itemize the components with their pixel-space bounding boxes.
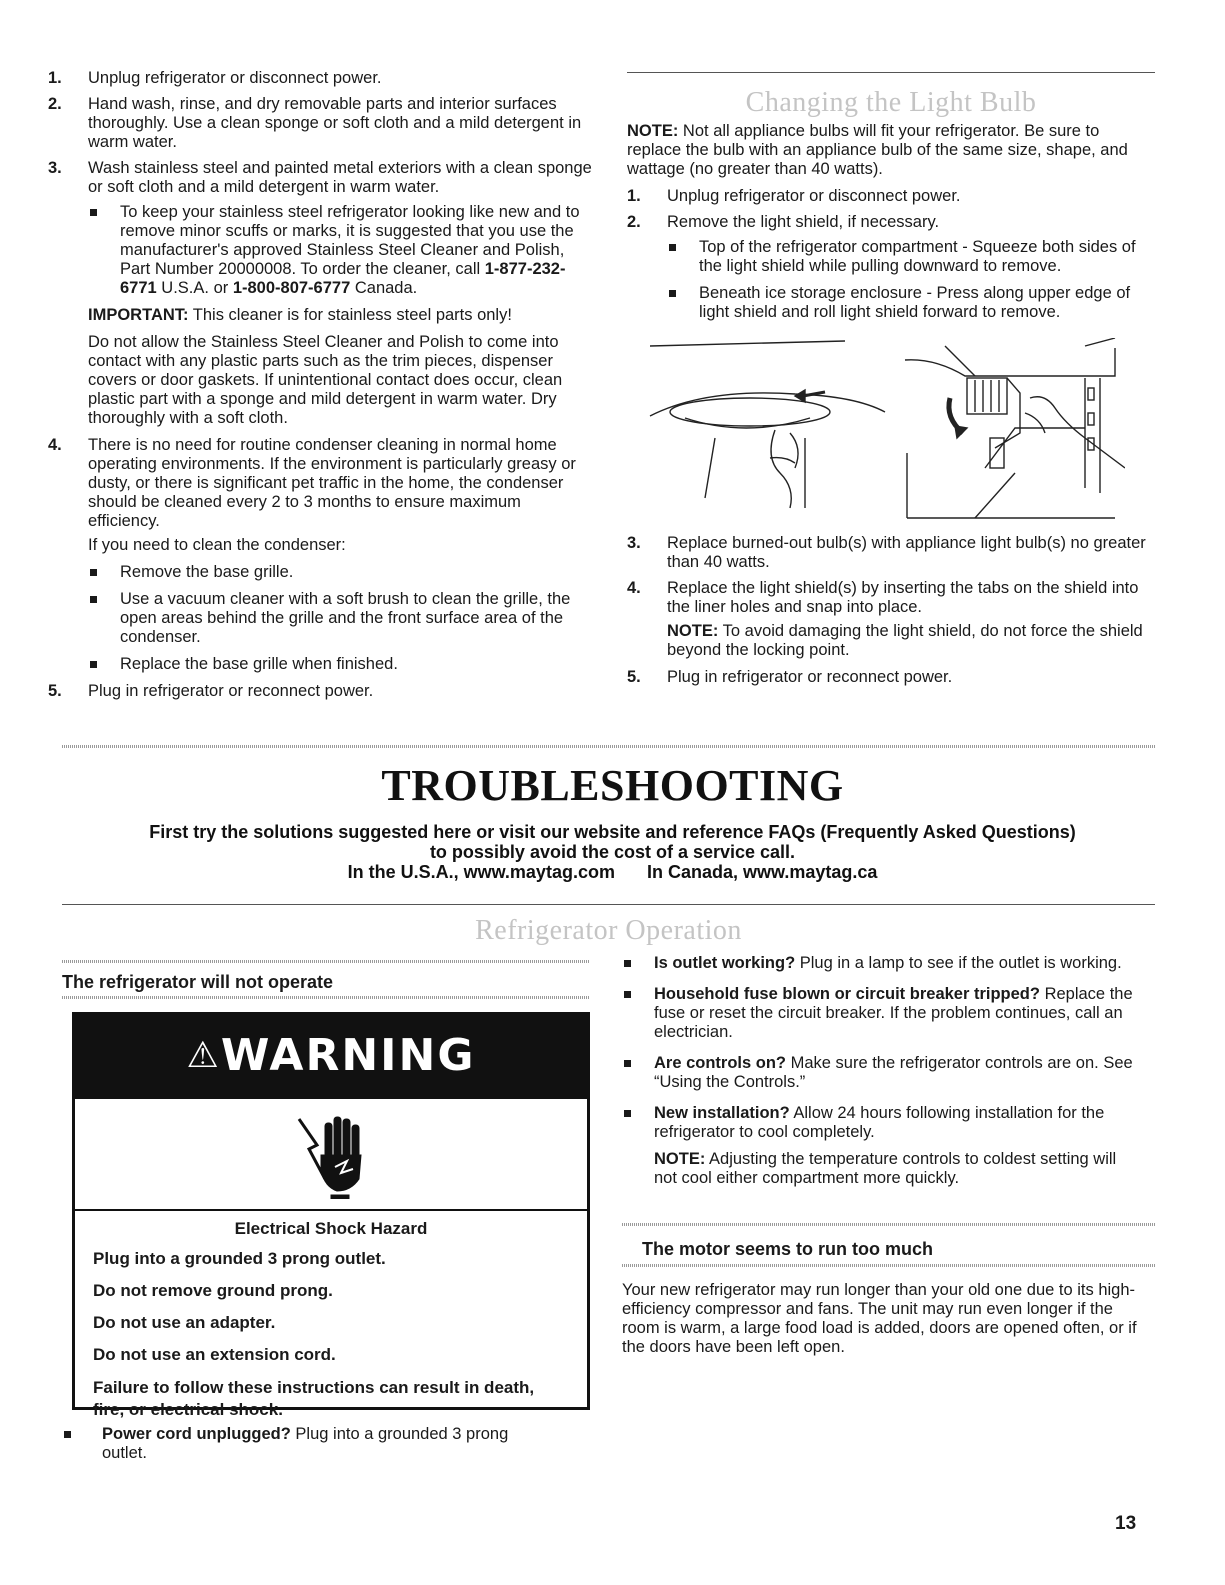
step-4 xyxy=(48,436,593,674)
shock-hazard-icon xyxy=(75,1099,587,1211)
important-note: IMPORTANT: This cleaner is for stainless steel parts only! xyxy=(88,306,512,324)
step-2 xyxy=(627,213,1157,322)
step-2 xyxy=(48,95,593,152)
page-title: TROUBLESHOOTING xyxy=(381,761,844,810)
subhead-hatch xyxy=(622,1264,1155,1267)
step-number: 4. xyxy=(48,436,62,454)
light-bulb-note: NOTE: Not all appliance bulbs will fit your refrigerator. Be sure to replace the bulb with an appliance bulb of the same size, shape, and wattage (no greater than 40 watts). xyxy=(627,122,1128,178)
divider-hatch xyxy=(62,745,1155,748)
bullet-square-icon xyxy=(624,1060,631,1067)
list-item: Use a vacuum cleaner with a soft brush to clean the grille, the open areas behind the grille and the front surface area of the condenser. xyxy=(88,590,593,647)
section-rule xyxy=(627,72,1155,73)
bullet-square-icon xyxy=(90,661,97,668)
bullet-square-icon xyxy=(90,596,97,603)
power-cord-item xyxy=(62,1425,552,1471)
list-item: Replace the base grille when finished. xyxy=(88,655,593,674)
step-number: 5. xyxy=(627,668,641,686)
step-5 xyxy=(48,682,593,701)
step-text: There is no need for routine condenser cleaning in normal home operating environments. If the environment is particularly greasy or dusty, or there is significant pet traffic in the home, the condenser should be cleaned every 2 to 3 months to ensure maximum efficiency. xyxy=(88,436,576,530)
page-number: 13 xyxy=(1115,1513,1137,1534)
list-item: Power cord unplugged? Plug into a grounded 3 prong outlet. xyxy=(62,1425,552,1463)
shield-note: NOTE: To avoid damaging the light shield, do not force the shield beyond the locking point. xyxy=(667,622,1143,659)
step-3 xyxy=(627,534,1157,572)
step-3 xyxy=(48,159,593,428)
condenser-intro: If you need to clean the condenser: xyxy=(88,536,346,554)
step-text: Unplug refrigerator or disconnect power. xyxy=(88,69,382,87)
bullet-square-icon xyxy=(624,960,631,967)
step-2-bullets xyxy=(667,238,1157,322)
step-1 xyxy=(627,187,1157,206)
step-number: 1. xyxy=(627,187,641,205)
subhead-hatch xyxy=(62,996,590,999)
step-text: Plug in refrigerator or reconnect power. xyxy=(88,682,374,700)
cleaning-steps xyxy=(48,69,593,708)
list-item: Remove the base grille. xyxy=(88,563,593,582)
subhead-hatch xyxy=(62,960,590,963)
step-3-bullets xyxy=(88,203,593,298)
step-text: Replace the light shield(s) by inserting the tabs on the shield into the liner holes and snap into place. xyxy=(667,579,1139,616)
bullet-square-icon xyxy=(90,569,97,576)
step-text: Wash stainless steel and painted metal exteriors with a clean sponge or soft cloth and a mild detergent in warm water. xyxy=(88,159,592,196)
light-shield-illustration xyxy=(645,338,1125,528)
controls-note: NOTE: Adjusting the temperature controls to coldest setting will not cool either compartment more quickly. xyxy=(654,1150,1117,1187)
list-item: Is outlet working? Plug in a lamp to see if the outlet is working. xyxy=(622,954,1142,973)
light-bulb-steps xyxy=(627,122,1157,330)
step-text: Hand wash, rinse, and dry removable parts and interior surfaces thoroughly. Use a clean sponge or soft cloth and a mild detergent in warm water. xyxy=(88,95,582,151)
warning-body: Electrical Shock Hazard Plug into a grounded 3 prong outlet. Do not remove ground prong. Do not use an adapter. Do not use an extension cord. Failure to follow these instructions can result in death, fire, or electrical shock. xyxy=(75,1211,587,1421)
phone-ca: 1-800-807-6777 xyxy=(232,279,351,297)
list-item: Top of the refrigerator compartment - Squeeze both sides of the light shield while pulling downward to remove. xyxy=(667,238,1157,276)
step-number: 2. xyxy=(627,213,641,231)
list-item: Beneath ice storage enclosure - Press along upper edge of light shield and roll light shield forward to remove. xyxy=(667,284,1157,322)
list-item: Are controls on? Make sure the refrigerator controls are on. See “Using the Controls.” xyxy=(622,1054,1142,1092)
bullet-square-icon xyxy=(669,290,676,297)
step-number: 5. xyxy=(48,682,62,700)
step-number: 4. xyxy=(627,579,641,597)
step-number: 2. xyxy=(48,95,62,113)
step-5 xyxy=(627,668,1157,687)
light-bulb-heading: Changing the Light Bulb xyxy=(745,87,1037,118)
warning-header: ⚠WARNING xyxy=(75,1015,587,1097)
step-text: Plug in refrigerator or reconnect power. xyxy=(667,668,953,686)
condenser-bullets xyxy=(88,563,593,674)
step-1 xyxy=(48,69,593,88)
bullet-square-icon xyxy=(64,1431,71,1438)
warning-triangle-icon: ⚠ xyxy=(186,1035,221,1076)
troubleshooting-intro: First try the solutions suggested here or visit our website and reference FAQs (Frequently Asked Questions) to possibly avoid the cost of a service call. In the U.S.A., www.maytag.com In Canada, www.maytag.ca xyxy=(149,822,1076,882)
bullet-square-icon xyxy=(624,1110,631,1117)
list-item: To keep your stainless steel refrigerator looking like new and to remove minor scuffs or marks, it is suggested that you use the manufacturer's approved Stainless Steel Cleaner and Polish, Part Number 20000008. To order the cleaner, call 1-877-232-6771 U.S.A. or 1-800-807-6777 Canada. xyxy=(88,203,593,298)
bullet-square-icon xyxy=(669,244,676,251)
plastic-parts-note: Do not allow the Stainless Steel Cleaner and Polish to come into contact with any plastic parts such as the trim pieces, dispenser covers or door gaskets. If unintentional contact does occur, clean plastic part with a sponge and mild detergent in warm water. Dry thoroughly with a soft cloth. xyxy=(88,333,563,427)
step-number: 3. xyxy=(48,159,62,177)
hazard-title: Electrical Shock Hazard xyxy=(234,1219,428,1238)
light-bulb-steps-cont xyxy=(627,534,1157,694)
subhead-hatch xyxy=(622,1223,1155,1226)
step-text: Remove the light shield, if necessary. xyxy=(667,213,940,231)
bullet-square-icon xyxy=(90,209,97,216)
step-text: Replace burned-out bulb(s) with appliance light bulb(s) no greater than 40 watts. xyxy=(667,534,1146,571)
bullet-square-icon xyxy=(624,991,631,998)
list-item: New installation? Allow 24 hours following installation for the refrigerator to cool completely. xyxy=(622,1104,1142,1142)
step-4 xyxy=(627,579,1157,660)
usa-website: In the U.S.A., www.maytag.com xyxy=(347,862,615,882)
subhead-motor: The motor seems to run too much xyxy=(642,1239,934,1259)
operation-checks xyxy=(622,954,1142,1196)
step-number: 1. xyxy=(48,69,62,87)
phone-us: 1-877-232-6771 xyxy=(120,260,566,297)
subhead-not-operate: The refrigerator will not operate xyxy=(62,972,334,992)
operation-heading: Refrigerator Operation xyxy=(475,915,742,946)
warning-box xyxy=(72,1012,590,1419)
canada-website: In Canada, www.maytag.ca xyxy=(647,862,878,882)
list-item: Household fuse blown or circuit breaker tripped? Replace the fuse or reset the circuit breaker. If the problem continues, call an electrician. xyxy=(622,985,1142,1042)
step-text: Unplug refrigerator or disconnect power. xyxy=(667,187,961,205)
section-rule xyxy=(62,904,1155,905)
motor-text: Your new refrigerator may run longer than your old one due to its high-efficiency compressor and fans. The unit may run even longer if the room is warm, a large food load is added, doors are opened often, or if the doors have been left open. xyxy=(622,1281,1137,1356)
step-number: 3. xyxy=(627,534,641,552)
